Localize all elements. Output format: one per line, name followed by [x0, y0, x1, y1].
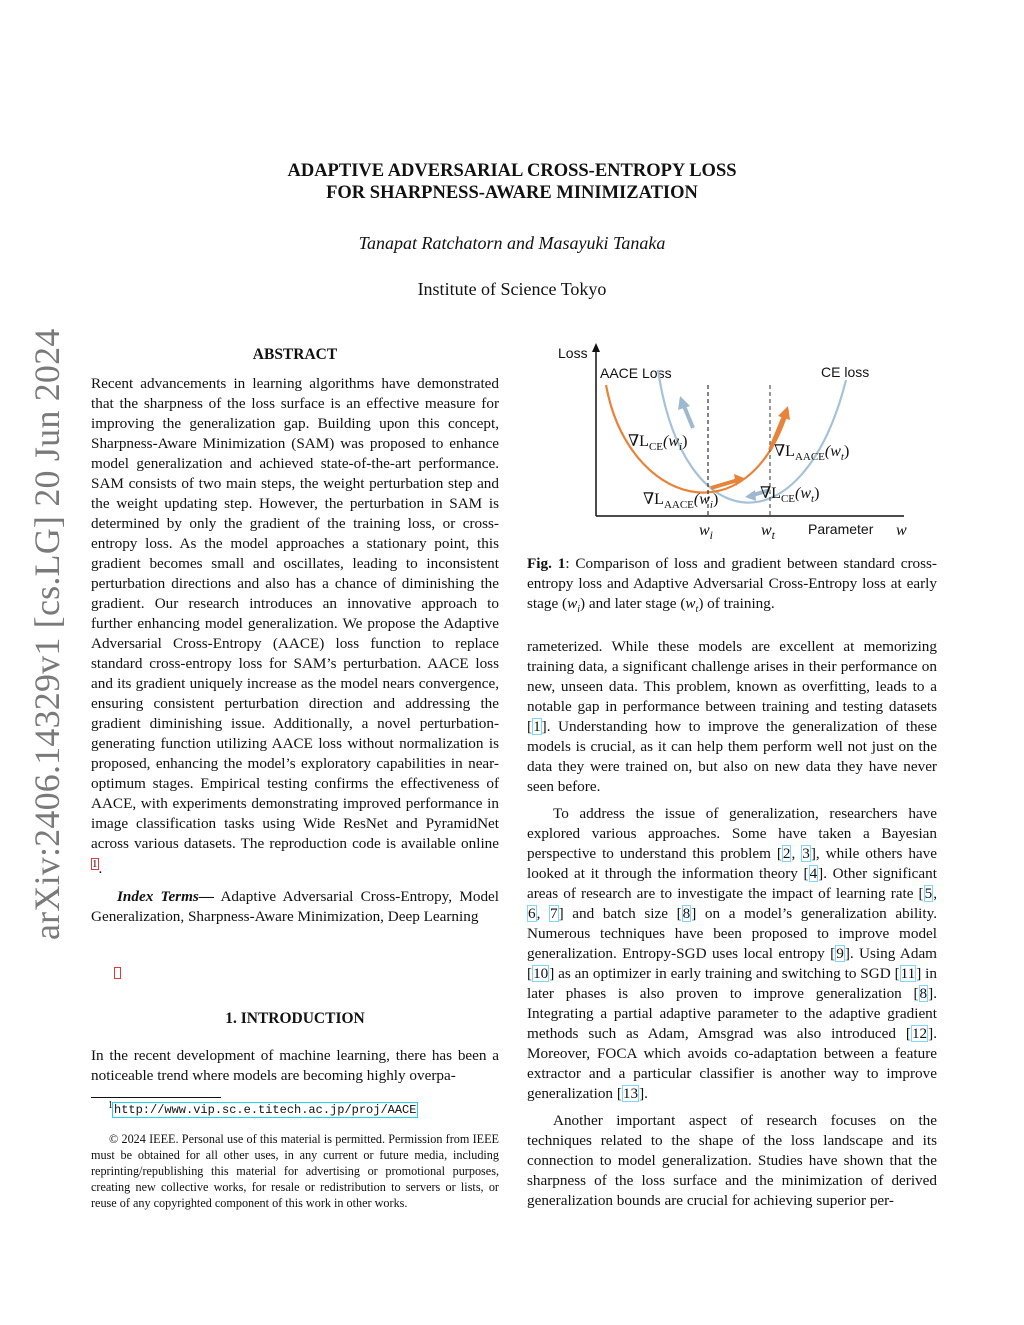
citation[interactable]: 9: [836, 945, 844, 962]
citation[interactable]: 12: [911, 1025, 928, 1042]
caption-text-b: ) and later stage (: [579, 595, 686, 612]
citation[interactable]: 4: [809, 865, 818, 882]
figure-caption: [527, 554, 937, 620]
abstract-body: Recent advancements in learning algorithms have demonstrated that the sharpness of the loss surface is an effective measure for improving the generalization gap. Building upon this concept, Sharpness-Aware Minimization (SAM) was proposed to enhance model generalization and achieved state-of-the-art performance. SAM consists of two main steps, the weight perturbation step and the weight updating step. However, the perturbation in SAM is determined by only the gradient of the training loss, or cross-entropy loss. As the model approaches a stationary point, this gradient becomes small and oscillates, leading to inconsistent perturbation directions and also has a chance of diminishing the gradient. Our research introduces an innovative approach to further enhancing model generalization. We propose the Adaptive Adversarial Cross-Entropy (AACE) loss function to replace standard cross-entropy loss for SAM’s perturbation. AACE loss and its gradient uniquely increase as the model nears convergence, ensuring consistent perturbation direction and addressing the gradient diminishing issue. Additionally, a novel perturbation-generating function utilizing AACE loss without normalization is proposed, enhancing the model’s exploratory capabilities in near-optimum stages. Empirical testing confirms the effectiveness of AACE, with experiments demonstrating improved performance in image classification tasks using Wide ResNet and PyramidNet across various datasets. The reproduction code is available online $^1$.: [91, 375, 499, 878]
citation[interactable]: 10: [533, 965, 549, 982]
authors: Tanapat Ratchatorn and Masayuki Tanaka: [358, 233, 666, 253]
citation[interactable]: 5: [924, 885, 933, 902]
p2-text: in later phases is also proven to improve generalization: [527, 965, 937, 1002]
footnote-reference[interactable]: 1: [92, 858, 98, 870]
introduction-left: [91, 1009, 499, 1086]
arxiv-identifier: arXiv:2406.14329v1 [cs.LG] 20 Jun 2024: [27, 328, 67, 940]
intro-paragraph-continued: rameterized. While these models are excellent at memorizing training data, a significant challenge arises in their performance on new, unseen data. This problem, known as overfitting, leads to a notable gap in performance between training and testing datasets [1]. Understanding how to improve the generalization of these models is crucial, as it can help them perform well not just on the data they were trained on, but also on new data they have never seen before.: [527, 638, 937, 795]
introduction-heading: 1. INTRODUCTION: [225, 1010, 365, 1027]
footnote-mark: 1: [108, 1100, 113, 1111]
p2-text: To address the issue of generalization, researchers have explored various approaches. Some have taken a Bayesian perspective to understand this problem: [527, 805, 937, 862]
tick-wt: $w_t$: [761, 522, 776, 542]
grad-ce-wi-label: $\nabla L_{CE}(w_i)$: [628, 433, 688, 453]
index-terms: [91, 887, 499, 927]
tick-wi: $w_i$: [699, 522, 714, 542]
citation[interactable]: 7: [550, 905, 558, 922]
grad-aace-wt-label: $\nabla L_{AACE}(w_t)$: [774, 443, 850, 463]
p2-text: and batch size: [563, 905, 677, 922]
p2-text: as an optimizer in early training and switching to SGD: [554, 965, 895, 982]
grad-ce-wi-arrowhead: [678, 396, 690, 410]
intro-paragraph-3: Another important aspect of research focuses on the techniques related to the shape of the loss landscape and its connection to model generalization. Studies have shown that the sharpness of the loss surface and the minimization of derived generalization bounds are crucial for achieving superior per-: [527, 1112, 937, 1209]
footnote: [108, 1100, 417, 1117]
paper-title: [0, 160, 1024, 204]
x-axis-symbol: w: [896, 522, 907, 539]
affiliation: Institute of Science Tokyo: [417, 279, 607, 299]
p2-text: , while others have looked at it through the information theory: [527, 845, 937, 882]
caption-w2: w: [685, 595, 696, 612]
footnote-url[interactable]: http://www.vip.sc.e.titech.ac.jp/proj/AACE: [114, 1103, 417, 1117]
grad-aace-wi-arrow: [711, 480, 738, 488]
citation[interactable]: 2: [782, 845, 791, 862]
title-line-1: ADAPTIVE ADVERSARIAL CROSS-ENTROPY LOSS: [287, 161, 737, 181]
title-line-2: FOR SHARPNESS-AWARE MINIMIZATION: [326, 183, 698, 203]
caption-text-c: ) of training.: [698, 595, 775, 612]
left-column: [91, 345, 499, 927]
citation[interactable]: 8: [682, 905, 691, 922]
caption-w1: w: [567, 595, 578, 612]
y-axis-label: Loss: [558, 345, 588, 361]
p1-text-a: rameterized. While these models are excellent at memorizing training data, a significant challenge arises in their performance on new, unseen data. This problem, known as overfitting, leads to a notable gap in performance between training and testing datasets: [527, 638, 937, 715]
citation[interactable]: 3: [802, 845, 810, 862]
red-link-marker[interactable]: [114, 967, 121, 979]
citation[interactable]: 6: [528, 905, 536, 922]
grad-ce-wt-arrowhead: [745, 490, 756, 501]
p2-text: on a model’s generalization ability. Numerous techniques have been proposed to improve model generalization. Entropy-SGD uses local entropy: [527, 905, 938, 962]
citation[interactable]: 8: [919, 985, 928, 1002]
ce-loss-label: CE loss: [821, 364, 870, 380]
p2-text: . Moreover, FOCA which avoids co-adaptation between a feature extractor and a particular classifier is another way to improve generalization: [527, 1025, 937, 1102]
intro-paragraph-start: In the recent development of machine learning, there has been a noticeable trend where models are becoming highly overpa-: [91, 1047, 499, 1084]
aace-loss-label: AACE Loss: [600, 365, 672, 381]
p2-text: . Integrating a partial adaptive parameter to the adaptive gradient methods such as Adam, Amsgrad was also introduced: [527, 985, 937, 1042]
caption-w1-sub: i: [577, 604, 580, 616]
citation[interactable]: 11: [900, 965, 916, 982]
y-axis-arrow: [592, 343, 600, 352]
grad-ce-wi-arrow: [684, 406, 693, 428]
p2-text: . Using Adam: [849, 945, 937, 962]
footnote-rule: [91, 1097, 221, 1098]
p2-text: .: [644, 1085, 648, 1102]
abstract-heading: ABSTRACT: [252, 346, 338, 363]
intro-paragraph-2: To address the issue of generalization, researchers have explored various approaches. Some have taken a Bayesian perspective to understand this problem [2, 3], while others have looked at it through the information theory [4]. Other significant areas of research are to investigate the impact of learning rate [5, 6, 7] and batch size [8] on a model’s generalization ability. Numerous techniques have been proposed to improve model generalization. Entropy-SGD uses local entropy [9]. Using Adam [10] as an optimizer in early training and switching to SGD [11] in later phases is also proven to improve generalization [8]. Integrating a partial adaptive parameter to the adaptive gradient methods such as Adam, Amsgrad was also introduced [12]. Moreover, FOCA which avoids co-adaptation between a feature extractor and a particular classifier is another way to improve generalization [13].: [527, 805, 938, 1102]
copyright-notice: [91, 1131, 499, 1211]
grad-aace-wi-label: $\nabla L_{AACE}(w_i)$: [643, 491, 719, 511]
p2-text: . Other significant areas of research are to investigate the impact of learning rate: [527, 865, 937, 902]
caption-text-a: : Comparison of loss and gradient between standard cross-entropy loss and Adaptive Adversarial Cross-Entropy loss at early stage (: [527, 555, 937, 612]
citation[interactable]: 13: [622, 1085, 639, 1102]
p1-text-b: . Understanding how to improve the generalization of these models is crucial, as it can help them perform well not just on the data they were trained on, but also on new data they have never seen before.: [527, 718, 937, 795]
grad-ce-wt-label: $\nabla L_{CE}(w_t)$: [760, 485, 820, 505]
citation[interactable]: 1: [533, 718, 541, 735]
right-column: [527, 637, 937, 1211]
figure-1: [548, 340, 920, 545]
grad-aace-wt-arrowhead: [778, 406, 790, 420]
x-axis-label: Parameter: [808, 521, 874, 537]
copyright-text: © 2024 IEEE. Personal use of this material is permitted. Permission from IEEE must be obtained for all other uses, in any current or future media, including reprinting/republishing this material for advertising or promotional purposes, creating new collective works, for resale or redistribution to servers or lists, or reuse of any copyrighted component of this work in other works.: [91, 1132, 499, 1210]
index-terms-label: Index Terms—: [117, 888, 215, 906]
index-terms-text: Adaptive Adversarial Cross-Entropy, Model Generalization, Sharpness-Aware Minimization, Deep Learning: [91, 888, 500, 926]
caption-label: Fig. 1: [527, 555, 566, 572]
abstract-text: Recent advancements in learning algorithms have demonstrated that the sharpness of the loss surface is an effective measure for improving the generalization gap. Building upon this concept, Sharpness-Aware Minimization (SAM) was proposed to enhance model generalization and achieved state-of-the-art performance. SAM consists of two main steps, the weight perturbation step and the weight updating step. However, the perturbation in SAM is determined by only the gradient of the training loss, or cross-entropy loss. As the model approaches a stationary point, this gradient becomes small and oscillates, leading to inconsistent perturbation directions and also has a chance of diminishing the gradient. Our research introduces an innovative approach to further enhancing model generalization. We propose the Adaptive Adversarial Cross-Entropy (AACE) loss function to replace standard cross-entropy loss for SAM’s perturbation. AACE loss and its gradient uniquely increase as the model nears convergence, ensuring consistent perturbation direction and addressing the gradient diminishing issue. Additionally, a novel perturbation-generating function utilizing AACE loss without normalization is proposed, enhancing the model’s exploratory capabilities in near-optimum stages. Empirical testing confirms the effectiveness of AACE, with experiments demonstrating improved performance in image classification tasks using Wide ResNet and PyramidNet across various datasets. The reproduction code is available online: [91, 375, 499, 852]
caption-w2-sub: t: [695, 604, 699, 616]
